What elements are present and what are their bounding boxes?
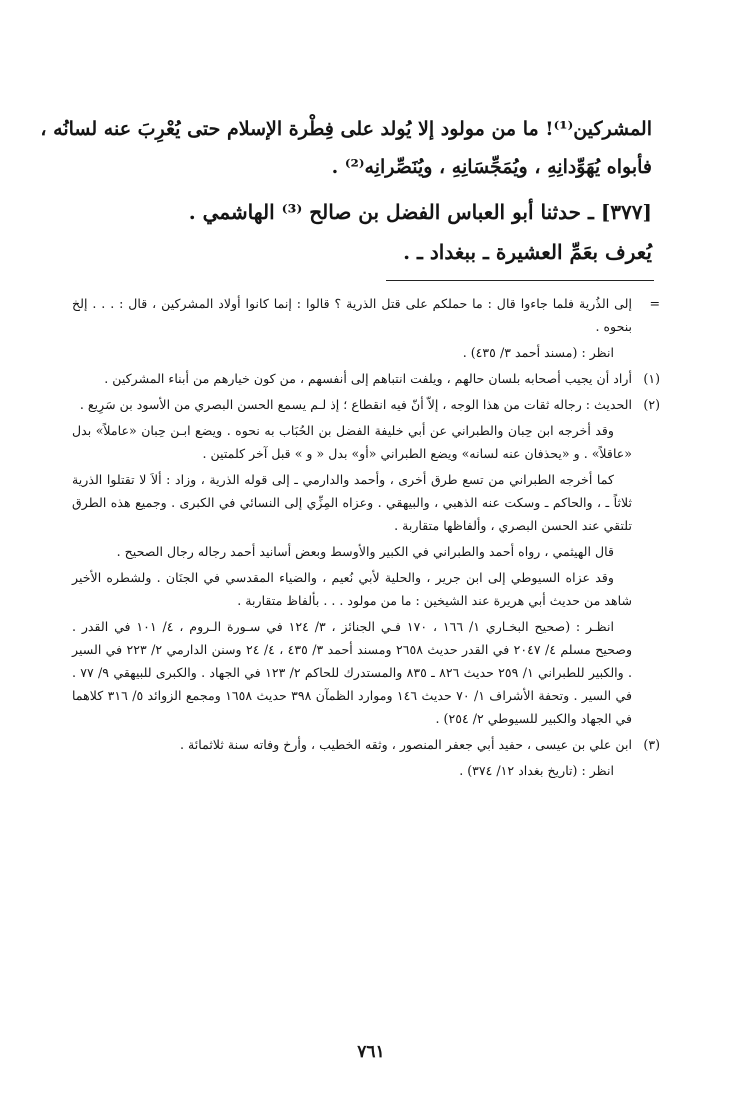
footnote-paragraph: أراد أن يجيب أصحابه بلسان حالهم ، ويلفت انتباهم إلى أنفسهم ، من كون خيارهم من أبناء المشركين . [104, 371, 632, 386]
footnote-marker: (٢) [643, 397, 660, 412]
footnote-paragraph: ابن علي بن عيسى ، حفيد أبي جعفر المنصور ، وثقه الخطيب ، وأرخ وفاته سنة ثلاثمائة . [180, 737, 632, 752]
hadith-heading: [٣٧٧] ـ حدثنا أبو العباس الفضل بن صالح ⁽³⁾ الهاشمي . [188, 200, 652, 224]
footnote-paragraph: كما أخرجه الطبراني من تسع طرق أخرى ، وأحمد والدارمي ـ إلى قوله الذرية ، وزاد : ألاَ لا تقتلوا الذرية ثلاثاً ـ ، والحاكم ـ وسكت عنه الذهبي ، والبيهقي . وعزاه المِزِّي إلى النسائي في الكبرى . وجميع هذه الطرق تلتقي عند الحسن البصري ، وألفاظها متقاربة . [72, 472, 632, 533]
footnote-paragraph: وقد أخرجه ابن حِبان والطبراني عن أبي خليفة الفضل بن الحُبَاب به نحوه . ويضع ابـن حِبان «عاملاً» بدل «عاقلاً» . و «يحذفان عنه لسانه» ويضع الطبراني «أو» بدل « و » قبل آخر كلمتين . [72, 423, 632, 461]
footnotes [72, 292, 660, 785]
footnote-paragraph: انظر : (مسند أحمد ٣/ ٤٣٥) . [462, 345, 614, 360]
main-text-line-1: المشركين⁽¹⁾! ما من مولود إلا يُولد على فِطْرة الإسلام حتى يُعْرِبَ عنه لسانُه ، [40, 118, 652, 140]
footnote-continued [72, 292, 660, 364]
footnote-marker: (٣) [643, 737, 660, 752]
footnote-marker: = [649, 296, 660, 311]
hadith-subheading: يُعرف بعَمِّ العشيرة ـ ببغداد ـ . [403, 240, 652, 264]
footnote-paragraph: انظـر : (صحيح البخـاري ١/ ١٦٦ ، ١٧٠ فـي الجنائز ، ٣/ ١٢٤ في سـورة الـروم ، ٤/ ١٠١ في القدر . وصحيح مسلم ٤/ ٢٠٤٧ في القدر حديث ٢٦٥٨ ومسند أحمد ٣/ ٤٣٥ ، ٤/ ٢٤ وسنن الدارمي ٢/ ٢٢٣ في السير . والكبير للطبراني ١/ ٢٥٩ حديث ٨٢٦ ـ ٨٣٥ والمستدرك للحاكم ٢/ ١٢٣ في الجهاد . والكبرى للبيهقي ٩/ ٧٧ . في السير . وتحفة الأشراف ١/ ٧٠ حديث ١٤٦ وموارد الظمآن ٣٩٨ حديث ١٦٥٨ ومجمع الزوائد ٥/ ٣١٦ كلاهما في الجهاد والكبير للسيوطي ٢/ ٢٥٤) . [72, 619, 633, 726]
footnote-paragraph: إلى الذُرية فلما جاءوا قال : ما حملكم على قتل الذرية ؟ قالوا : إنما كانوا أولاد المشركين ، قال : . . . إلخ بنحوه . [72, 296, 632, 334]
footnote-1 [72, 367, 660, 390]
footnote-marker: (١) [643, 371, 660, 386]
footnote-2 [72, 393, 660, 730]
page-number: ٧٦١ [357, 1042, 385, 1062]
footnote-paragraph: انظر : (تاريخ بغداد ١٢/ ٣٧٤) . [459, 763, 614, 778]
footnote-paragraph: الحديث : رجاله ثقات من هذا الوجه ، إلاّ أنّ فيه انقطاع ؛ إذ لـم يسمع الحسن البصري من الأسود بن سَرِيع . [79, 397, 632, 412]
footnote-3 [72, 733, 660, 782]
footnote-separator [386, 280, 654, 281]
main-text-line-2: فأبواه يُهَوِّدانِهِ ، ويُمَجِّسَانِهِ ، ويُنَصِّرانِه⁽²⁾ . [331, 156, 652, 178]
footnote-paragraph: قال الهيثمي ، رواه أحمد والطبراني في الكبير والأوسط وبعض أسانيد أحمد رجاله رجال الصحيح . [116, 544, 614, 559]
footnote-paragraph: وقد عزاه السيوطي إلى ابن جرير ، والحلية لأبي نُعيم ، والضياء المقدسي في الجنَان . ولشطره الأخير شاهد من حديث أبي هريرة عند الشيخين : ما من مولود . . . بألفاظ متقاربة . [72, 570, 632, 608]
